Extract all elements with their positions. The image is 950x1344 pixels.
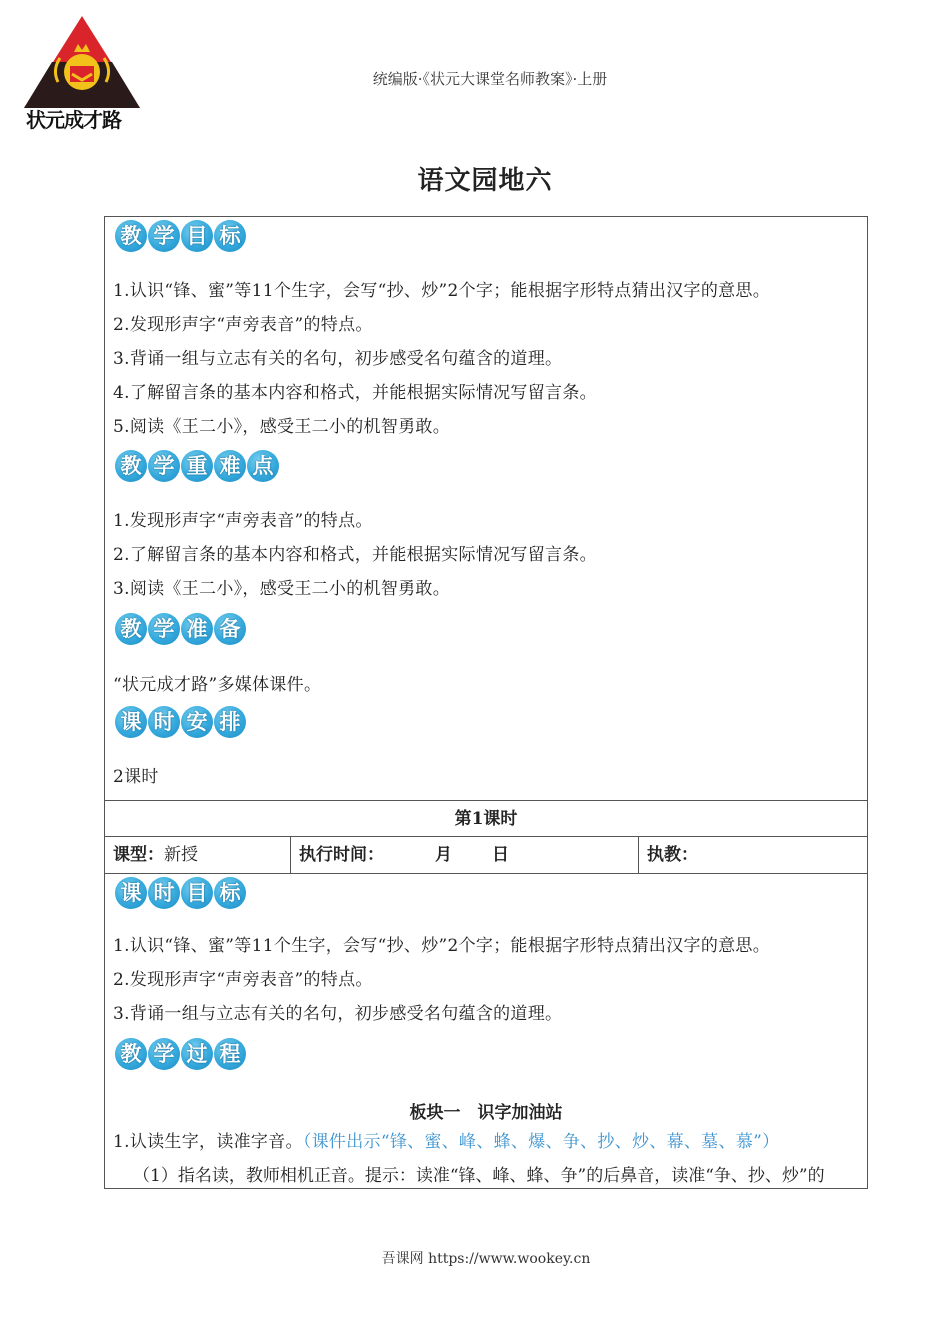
goal-item: 1.认识“锋、蜜”等11个生字，会写“抄、炒”2个字；能根据字形特点猜出汉字的意思。	[113, 281, 771, 301]
badge-char: 标	[214, 220, 246, 252]
execution-time-label: 执行时间：	[299, 845, 384, 865]
goal-item: 2.发现形声字“声旁表音”的特点。	[113, 315, 373, 335]
lesson-heading: 第1课时	[454, 809, 518, 829]
badge-char: 学	[148, 220, 180, 252]
block-title: 板块一 识字加油站	[409, 1103, 563, 1123]
key-point-item: 1.发现形声字“声旁表音”的特点。	[113, 511, 373, 531]
lesson-type	[113, 840, 198, 865]
step-1	[113, 1131, 779, 1153]
badge-char: 教	[115, 450, 147, 482]
badge-char: 教	[115, 220, 147, 252]
badge-char: 目	[181, 877, 213, 909]
logo-emblem-icon	[22, 14, 142, 110]
badge-char: 点	[247, 450, 279, 482]
badge-char: 重	[181, 450, 213, 482]
day-label: 日	[492, 845, 509, 865]
badge-char: 安	[181, 706, 213, 738]
teaching-goals-badge	[115, 220, 246, 252]
courseware-note: （课件出示“锋、蜜、峰、蜂、爆、争、抄、炒、幕、墓、慕”）	[302, 1132, 780, 1152]
page-footer: 吾课网 https://www.wookey.cn	[381, 1251, 591, 1267]
badge-char: 学	[148, 613, 180, 645]
badge-char: 教	[115, 1038, 147, 1070]
page-title: 语文园地六	[417, 166, 553, 196]
goal-item: 4.了解留言条的基本内容和格式，并能根据实际情况写留言条。	[113, 383, 597, 403]
schedule-text: 2课时	[113, 767, 159, 787]
process-badge	[115, 1038, 246, 1070]
lesson-goals-badge	[115, 877, 246, 909]
lesson-table	[104, 216, 868, 1189]
badge-char: 学	[148, 1038, 180, 1070]
key-points-badge	[115, 450, 279, 482]
goal-item: 3.背诵一组与立志有关的名句，初步感受名句蕴含的道理。	[113, 349, 563, 369]
goal-item: 5.阅读《王二小》，感受王二小的机智勇敢。	[113, 417, 451, 437]
badge-char: 程	[214, 1038, 246, 1070]
badge-char: 时	[148, 706, 180, 738]
registered-mark: ®	[126, 96, 137, 109]
schedule-badge	[115, 706, 246, 738]
lesson-goal-item: 1.认识“锋、蜜”等11个生字，会写“抄、炒”2个字；能根据字形特点猜出汉字的意思。	[113, 936, 771, 956]
column-divider	[290, 836, 291, 873]
month-label: 月	[435, 845, 452, 865]
badge-char: 准	[181, 613, 213, 645]
column-divider	[638, 836, 639, 873]
preparation-badge	[115, 613, 246, 645]
row-divider	[105, 800, 867, 801]
badge-char: 教	[115, 613, 147, 645]
badge-char: 排	[214, 706, 246, 738]
badge-char: 过	[181, 1038, 213, 1070]
row-divider	[105, 873, 867, 874]
step-1-sub: （1）指名读，教师相机正音。提示：读准“锋、峰、蜂、争”的后鼻音，读准“争、抄、炒”的	[133, 1166, 825, 1186]
row-divider	[105, 836, 867, 837]
lesson-goal-item: 3.背诵一组与立志有关的名句，初步感受名句蕴含的道理。	[113, 1004, 563, 1024]
badge-char: 课	[115, 706, 147, 738]
teacher-label: 执教：	[647, 845, 698, 865]
key-point-item: 2.了解留言条的基本内容和格式，并能根据实际情况写留言条。	[113, 545, 597, 565]
lesson-goal-item: 2.发现形声字“声旁表音”的特点。	[113, 970, 373, 990]
logo-text: 状元成才路	[26, 108, 121, 132]
preparation-text: “状元成才路”多媒体课件。	[113, 675, 322, 695]
badge-char: 课	[115, 877, 147, 909]
badge-char: 标	[214, 877, 246, 909]
lesson-type-label: 课型：	[113, 845, 164, 865]
lesson-type-value: 新授	[164, 845, 198, 865]
badge-char: 难	[214, 450, 246, 482]
step-1-text: 1.认读生字，读准字音。	[113, 1132, 303, 1152]
badge-char: 学	[148, 450, 180, 482]
page-header: 统编版·《状元大课堂名师教案》·上册	[372, 70, 608, 88]
execution-time	[299, 840, 384, 865]
key-point-item: 3.阅读《王二小》，感受王二小的机智勇敢。	[113, 579, 451, 599]
badge-char: 备	[214, 613, 246, 645]
badge-char: 时	[148, 877, 180, 909]
badge-char: 目	[181, 220, 213, 252]
